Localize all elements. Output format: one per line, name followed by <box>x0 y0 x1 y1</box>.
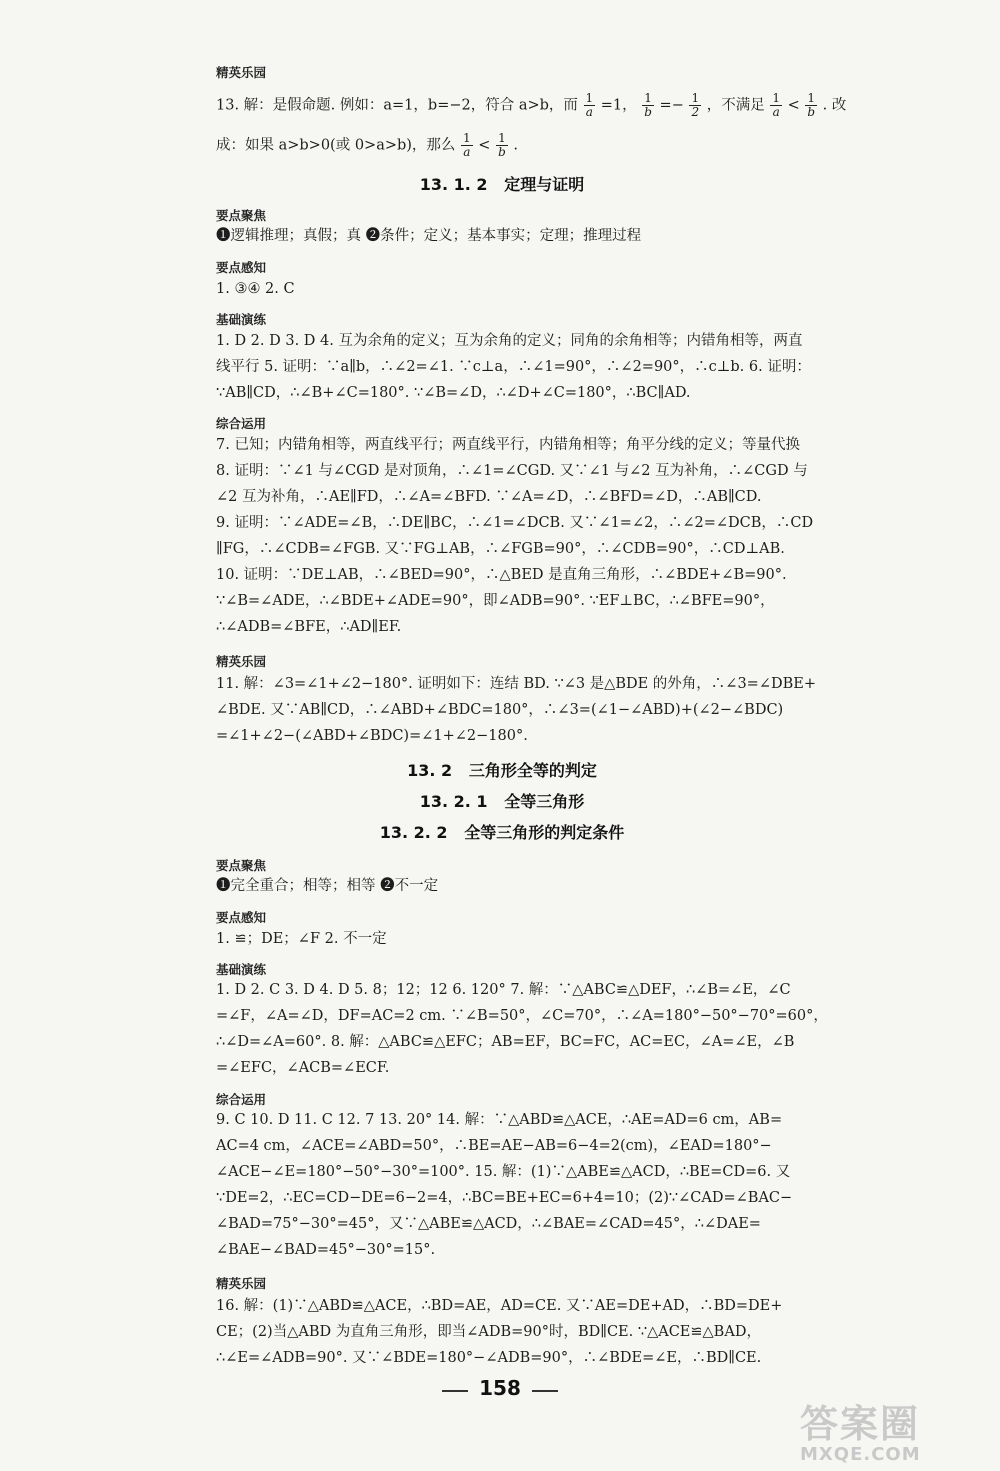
answer-line: 7. 已知；内错角相等，两直线平行；两直线平行，内错角相等；角平分线的定义；等量代换 <box>216 437 800 453</box>
answer-line: ∠2 互为补角，∴AE∥FD，∴∠A=∠BFD. ∵∠A=∠D，∴∠BFD=∠D，∴AB∥CD. <box>216 489 762 505</box>
answer-line: =∠1+∠2−(∠ABD+∠BDC)=∠1+∠2−180°. <box>216 728 528 744</box>
fraction: $\frac{1}{a}$ <box>585 91 594 119</box>
fraction: $\frac{1}{b}$ <box>644 91 652 119</box>
page-number: 158 <box>440 1376 560 1400</box>
answer-line: CE；(2)当△ABD 为直角三角形，即当∠ADB=90°时，BD∥CE. ∵△ACE≌△BAD， <box>216 1324 761 1340</box>
answer-line: 9. 证明：∵∠ADE=∠B，∴DE∥BC，∴∠1=∠DCB. 又∵∠1=∠2，∴∠2=∠DCB，∴CD <box>216 515 814 531</box>
answer-line: =∠F，∠A=∠D，DF=AC=2 cm. ∵∠B=50°，∠C=70°，∴∠A=180°−50°−70°=60°， <box>216 1008 828 1024</box>
answer-line: ∥FG，∴∠CDB=∠FGB. 又∵FG⊥AB，∴∠FGB=90°，∴∠CDB=90°，∴CD⊥AB. <box>216 541 785 557</box>
answer-13-line-1: 13. 解：是假命题. 例如：a=1，b=−2，符合 a>b，而 $\frac{1}{a}$ =1， $\frac{1}{b}$ =− $\frac{1}{2}$ ，不满足 $\frac{1}{a}$ < $\frac{1}{b}$ . 改 <box>216 91 847 119</box>
answer-line: ∵∠B=∠ADE，∴∠BDE+∠ADE=90°，即∠ADB=90°. ∵EF⊥BC，∴∠BFE=90°， <box>216 593 775 609</box>
fraction: $\frac{1}{a}$ <box>463 131 471 159</box>
answer-line: 1. D 2. C 3. D 4. D 5. 8；12；12 6. 120° 7. 解：∵△ABC≌△DEF，∴∠B=∠E，∠C <box>216 982 791 998</box>
answer-line: ∴∠D=∠A=60°. 8. 解：△ABC≌△EFC；AB=EF，BC=FC，AC=EC，∠A=∠E，∠B <box>216 1034 795 1050</box>
section-heading: 基础演练 <box>216 962 267 977</box>
answer-line: 1. ≌；DE；∠F 2. 不一定 <box>216 931 387 947</box>
answer-line: 11. 解：∠3=∠1+∠2−180°. 证明如下：连结 BD. ∵∠3 是△BDE 的外角，∴∠3=∠DBE+ <box>216 676 816 692</box>
answer-line: 线平行 5. 证明：∵a∥b，∴∠2=∠1. ∵c⊥a，∴∠1=90°，∴∠2=90°，∴c⊥b. 6. 证明： <box>216 359 811 375</box>
fraction: $\frac{1}{a}$ <box>772 91 780 119</box>
section-title: 13. 2. 1 全等三角形 <box>419 792 585 811</box>
answer-line: ∠ACE−∠E=180°−50°−30°=100°. 15. 解：(1)∵△ABE≌△ACD，∴BE=CD=6. 又 <box>216 1164 791 1180</box>
section-heading: 综合运用 <box>216 1092 267 1107</box>
answer-line: ∠BAD=75°−30°=45°，又∵△ABE≌△ACD，∴∠BAE=∠CAD=45°，∴∠DAE= <box>216 1216 761 1232</box>
answer-line: ∵DE=2，∴EC=CD−DE=6−2=4，∴BC=BE+EC=6+4=10；(2)∵∠CAD=∠BAC− <box>216 1190 793 1206</box>
fraction: $\frac{1}{b}$ <box>498 131 506 159</box>
watermark-logo: 答案圈 <box>800 1402 921 1446</box>
fraction: $\frac{1}{b}$ <box>807 91 816 119</box>
answer-line: 1. ③④ 2. C <box>216 281 295 297</box>
section-heading: 要点感知 <box>216 260 267 275</box>
watermark <box>800 1404 990 1466</box>
answer-line: 8. 证明：∵∠1 与∠CGD 是对顶角，∴∠1=∠CGD. 又∵∠1 与∠2 互为补角，∴∠CGD 与 <box>216 463 808 479</box>
answer-line: ∠BDE. 又∵AB∥CD，∴∠ABD+∠BDC=180°，∴∠3=(∠1−∠ABD)+(∠2−∠BDC) <box>216 702 784 718</box>
answer-line: ∠BAE−∠BAD=45°−30°=15°. <box>216 1242 436 1258</box>
answer-line: 16. 解：(1)∵△ABD≌△ACE，∴BD=AE，AD=CE. 又∵AE=DE+AD，∴BD=DE+ <box>216 1298 783 1314</box>
answer-13-line-2: 成：如果 a>b>0(或 0>a>b)，那么 $\frac{1}{a}$ < $\frac{1}{b}$ . <box>216 131 518 159</box>
watermark-url: MXQE.COM <box>800 1444 921 1465</box>
answer-line: ❶完全重合；相等；相等 ❷不一定 <box>216 878 439 894</box>
answer-line: 9. C 10. D 11. C 12. 7 13. 20° 14. 解：∵△ABD≌△ACE，∴AE=AD=6 cm，AB= <box>216 1112 783 1128</box>
section-heading: 基础演练 <box>216 312 267 327</box>
section-title: 13. 2 三角形全等的判定 <box>407 761 597 780</box>
section-heading: 要点感知 <box>216 910 267 925</box>
answer-line: =∠EFC，∠ACB=∠ECF. <box>216 1060 390 1076</box>
section-heading: 精英乐园 <box>216 654 267 669</box>
answer-line: ∵AB∥CD，∴∠B+∠C=180°. ∵∠B=∠D，∴∠D+∠C=180°，∴BC∥AD. <box>216 385 691 401</box>
answer-line: ∴∠ADB=∠BFE，∴AD∥EF. <box>216 619 402 635</box>
answer-line: 10. 证明：∵DE⊥AB，∴∠BED=90°，∴△BED 是直角三角形，∴∠BDE+∠B=90°. <box>216 567 787 583</box>
answer-line: AC=4 cm，∠ACE=∠ABD=50°，∴BE=AE−AB=6−4=2(cm)，∠EAD=180°− <box>216 1138 772 1154</box>
answer-line: ❶逻辑推理；真假；真 ❷条件；定义；基本事实；定理；推理过程 <box>216 228 642 244</box>
section-heading: 综合运用 <box>216 416 267 431</box>
section-title: 13. 1. 2 定理与证明 <box>419 175 585 194</box>
section-heading: 要点聚焦 <box>216 208 267 223</box>
section-heading: 精英乐园 <box>216 1276 267 1291</box>
fraction: $\frac{1}{2}$ <box>691 91 700 119</box>
section-heading: 要点聚焦 <box>216 858 267 873</box>
section-heading: 精英乐园 <box>216 65 267 80</box>
section-title: 13. 2. 2 全等三角形的判定条件 <box>379 823 625 842</box>
answer-line: ∴∠E=∠ADB=90°. 又∵∠BDE=180°−∠ADB=90°，∴∠BDE=∠E，∴BD∥CE. <box>216 1350 762 1366</box>
answer-line: 1. D 2. D 3. D 4. 互为余角的定义；互为余角的定义；同角的余角相等；内错角相等，两直 <box>216 333 803 349</box>
